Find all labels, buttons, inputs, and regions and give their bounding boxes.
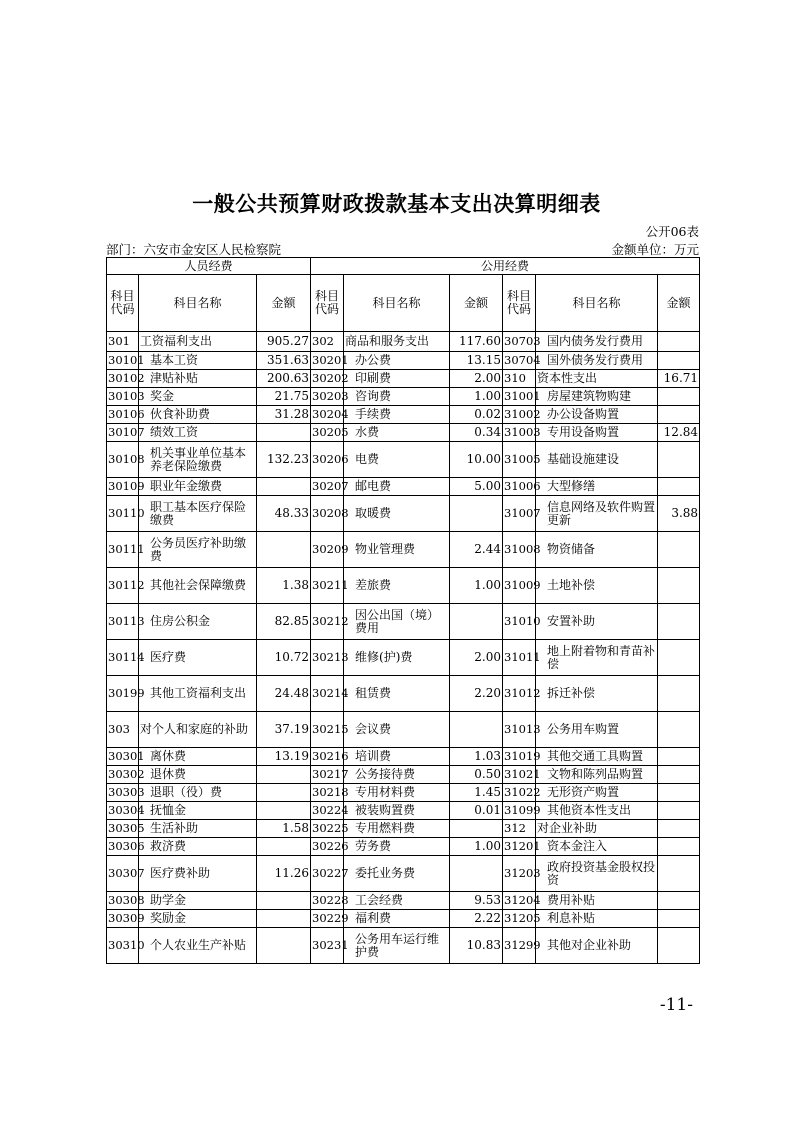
subject-name: 对个人和家庭的补助 <box>139 712 257 748</box>
subject-code: 31001 <box>503 388 536 406</box>
amount <box>450 712 503 748</box>
subject-code: 30202 <box>311 370 344 388</box>
amount: 16.71 <box>658 370 700 388</box>
subject-name: 专用燃料费 <box>344 820 450 838</box>
amount <box>658 406 700 424</box>
amount: 2.00 <box>450 370 503 388</box>
subject-name: 职业年金缴费 <box>139 478 257 496</box>
amount <box>658 766 700 784</box>
subject-name: 住房公积金 <box>139 604 257 640</box>
table-row <box>107 766 700 784</box>
subject-code: 30114 <box>107 640 139 676</box>
subject-code: 31012 <box>503 676 536 712</box>
subject-code: 31011 <box>503 640 536 676</box>
subject-name: 费用补贴 <box>536 892 658 910</box>
code-header: 科目代码 <box>311 275 344 332</box>
subject-code: 30225 <box>311 820 344 838</box>
amount <box>658 748 700 766</box>
table-row <box>107 352 700 370</box>
subject-name: 利息补贴 <box>536 910 658 928</box>
subject-name: 基础设施建设 <box>536 442 658 478</box>
subject-name: 救济费 <box>139 838 257 856</box>
amount <box>658 910 700 928</box>
subject-name: 对企业补助 <box>536 820 658 838</box>
subject-code: 30227 <box>311 856 344 892</box>
table-row <box>107 712 700 748</box>
subject-name: 国外债务发行费用 <box>536 352 658 370</box>
subject-name: 医疗费 <box>139 640 257 676</box>
subject-name: 奖励金 <box>139 910 257 928</box>
table-row <box>107 568 700 604</box>
subject-code: 30216 <box>311 748 344 766</box>
amount <box>450 820 503 838</box>
table-row <box>107 856 700 892</box>
subject-name: 伙食补助费 <box>139 406 257 424</box>
amount: 905.27 <box>257 332 311 352</box>
amount: 0.50 <box>450 766 503 784</box>
amount <box>658 532 700 568</box>
subject-code: 30229 <box>311 910 344 928</box>
subject-code: 30215 <box>311 712 344 748</box>
subject-code: 30304 <box>107 802 139 820</box>
subject-name: 土地补偿 <box>536 568 658 604</box>
subject-code: 30211 <box>311 568 344 604</box>
subject-name: 手续费 <box>344 406 450 424</box>
amount <box>658 838 700 856</box>
subject-name: 房屋建筑物购建 <box>536 388 658 406</box>
amount: 48.33 <box>257 496 311 532</box>
amount <box>658 478 700 496</box>
code-header: 科目代码 <box>107 275 139 332</box>
name-header: 科目名称 <box>344 275 450 332</box>
subject-name: 办公费 <box>344 352 450 370</box>
subject-name: 水费 <box>344 424 450 442</box>
subject-name: 助学金 <box>139 892 257 910</box>
form-number: 公开06表 <box>645 224 699 239</box>
amount: 1.00 <box>450 388 503 406</box>
subject-code: 30226 <box>311 838 344 856</box>
page-number: -11- <box>659 995 693 1015</box>
subject-name: 工资福利支出 <box>139 332 257 352</box>
subject-name: 邮电费 <box>344 478 450 496</box>
subject-name: 公务用车运行维护费 <box>344 928 450 964</box>
subject-code: 31005 <box>503 442 536 478</box>
subject-code: 30301 <box>107 748 139 766</box>
subject-name: 办公设备购置 <box>536 406 658 424</box>
subject-name: 其他对企业补助 <box>536 928 658 964</box>
subject-name: 离休费 <box>139 748 257 766</box>
subject-code: 31099 <box>503 802 536 820</box>
subject-code: 30228 <box>311 892 344 910</box>
amount <box>257 838 311 856</box>
subject-code: 30201 <box>311 352 344 370</box>
amount <box>257 910 311 928</box>
amount: 82.85 <box>257 604 311 640</box>
table-row <box>107 442 700 478</box>
subject-code: 30199 <box>107 676 139 712</box>
amount <box>450 604 503 640</box>
subject-code: 30703 <box>503 332 536 352</box>
amount <box>658 928 700 964</box>
amount <box>658 676 700 712</box>
amount: 13.15 <box>450 352 503 370</box>
subject-code: 30203 <box>311 388 344 406</box>
table-row <box>107 478 700 496</box>
amount: 11.26 <box>257 856 311 892</box>
subject-name: 其他工资福利支出 <box>139 676 257 712</box>
amount <box>658 388 700 406</box>
subject-name: 咨询费 <box>344 388 450 406</box>
amount: 2.22 <box>450 910 503 928</box>
subject-code: 30224 <box>311 802 344 820</box>
subject-name: 安置补助 <box>536 604 658 640</box>
amount: 0.02 <box>450 406 503 424</box>
subject-name: 拆迁补偿 <box>536 676 658 712</box>
subject-name: 地上附着物和青苗补偿 <box>536 640 658 676</box>
subject-name: 大型修缮 <box>536 478 658 496</box>
subject-name: 专用材料费 <box>344 784 450 802</box>
amount: 0.01 <box>450 802 503 820</box>
subject-code: 31006 <box>503 478 536 496</box>
subject-code: 30217 <box>311 766 344 784</box>
subject-name: 取暖费 <box>344 496 450 532</box>
subject-name: 退休费 <box>139 766 257 784</box>
table-row <box>107 802 700 820</box>
subject-name: 奖金 <box>139 388 257 406</box>
amount: 2.20 <box>450 676 503 712</box>
amount: 10.00 <box>450 442 503 478</box>
amount <box>658 640 700 676</box>
subject-name: 资本性支出 <box>536 370 658 388</box>
amount <box>658 604 700 640</box>
amount: 1.03 <box>450 748 503 766</box>
subject-code: 30206 <box>311 442 344 478</box>
subject-code: 310 <box>503 370 536 388</box>
amount: 1.38 <box>257 568 311 604</box>
subject-name: 其他交通工具购置 <box>536 748 658 766</box>
subject-name: 资本金注入 <box>536 838 658 856</box>
table-row <box>107 370 700 388</box>
subject-name: 个人农业生产补贴 <box>139 928 257 964</box>
subject-code: 31201 <box>503 838 536 856</box>
group-header-row <box>107 258 700 275</box>
subject-code: 31007 <box>503 496 536 532</box>
subject-name: 维修(护)费 <box>344 640 450 676</box>
subject-name: 物业管理费 <box>344 532 450 568</box>
amount: 1.58 <box>257 820 311 838</box>
amount: 31.28 <box>257 406 311 424</box>
subject-code: 30305 <box>107 820 139 838</box>
subject-name: 专用设备购置 <box>536 424 658 442</box>
subject-name: 印刷费 <box>344 370 450 388</box>
amount: 200.63 <box>257 370 311 388</box>
amount <box>658 352 700 370</box>
amount: 1.45 <box>450 784 503 802</box>
subject-code: 30306 <box>107 838 139 856</box>
subject-code: 31003 <box>503 424 536 442</box>
table-row <box>107 820 700 838</box>
table-row <box>107 424 700 442</box>
column-header-row <box>107 275 700 332</box>
subject-code: 31010 <box>503 604 536 640</box>
subject-name: 工会经费 <box>344 892 450 910</box>
amount <box>658 568 700 604</box>
subject-name: 公务用车购置 <box>536 712 658 748</box>
amount: 132.23 <box>257 442 311 478</box>
amount <box>658 784 700 802</box>
subject-code: 30112 <box>107 568 139 604</box>
amount <box>658 892 700 910</box>
amount <box>257 892 311 910</box>
subject-code: 30310 <box>107 928 139 964</box>
subject-code: 30209 <box>311 532 344 568</box>
table-row <box>107 332 700 352</box>
table-row <box>107 838 700 856</box>
amount: 10.72 <box>257 640 311 676</box>
table-row <box>107 748 700 766</box>
amount: 3.88 <box>658 496 700 532</box>
subject-code: 30308 <box>107 892 139 910</box>
subject-code: 302 <box>311 332 344 352</box>
table-row <box>107 388 700 406</box>
subject-name: 其他资本性支出 <box>536 802 658 820</box>
subject-code: 31204 <box>503 892 536 910</box>
table-row <box>107 892 700 910</box>
subject-code: 31021 <box>503 766 536 784</box>
subject-name: 生活补助 <box>139 820 257 838</box>
amount: 21.75 <box>257 388 311 406</box>
subject-name: 因公出国（境）费用 <box>344 604 450 640</box>
amount: 5.00 <box>450 478 503 496</box>
personnel-group-header: 人员经费 <box>107 258 311 275</box>
subject-name: 委托业务费 <box>344 856 450 892</box>
table-row <box>107 676 700 712</box>
subject-code: 30102 <box>107 370 139 388</box>
amount <box>658 332 700 352</box>
subject-name: 被装购置费 <box>344 802 450 820</box>
subject-code: 30302 <box>107 766 139 784</box>
subject-name: 物资储备 <box>536 532 658 568</box>
table-row <box>107 496 700 532</box>
subject-code: 30205 <box>311 424 344 442</box>
amount <box>658 856 700 892</box>
subject-code: 303 <box>107 712 139 748</box>
subject-name: 抚恤金 <box>139 802 257 820</box>
subject-code: 30218 <box>311 784 344 802</box>
subject-code: 31203 <box>503 856 536 892</box>
amount <box>257 532 311 568</box>
table-row <box>107 928 700 964</box>
table-row <box>107 910 700 928</box>
subject-name: 公务员医疗补助缴费 <box>139 532 257 568</box>
subject-name: 电费 <box>344 442 450 478</box>
subject-code: 31205 <box>503 910 536 928</box>
subject-code: 30113 <box>107 604 139 640</box>
amount: 12.84 <box>658 424 700 442</box>
subject-name: 退职（役）费 <box>139 784 257 802</box>
subject-code: 30110 <box>107 496 139 532</box>
subject-name: 商品和服务支出 <box>344 332 450 352</box>
subject-code: 31002 <box>503 406 536 424</box>
amount-header: 金额 <box>658 275 700 332</box>
subject-code: 31299 <box>503 928 536 964</box>
subject-name: 医疗费补助 <box>139 856 257 892</box>
amount-header: 金额 <box>450 275 503 332</box>
amount <box>257 928 311 964</box>
subject-code: 30111 <box>107 532 139 568</box>
subject-code: 30101 <box>107 352 139 370</box>
amount: 1.00 <box>450 568 503 604</box>
subject-name: 劳务费 <box>344 838 450 856</box>
table-row <box>107 784 700 802</box>
subject-name: 会议费 <box>344 712 450 748</box>
name-header: 科目名称 <box>139 275 257 332</box>
amount <box>658 712 700 748</box>
table-row <box>107 532 700 568</box>
amount: 2.44 <box>450 532 503 568</box>
subject-code: 301 <box>107 332 139 352</box>
subject-name: 培训费 <box>344 748 450 766</box>
subject-code: 30303 <box>107 784 139 802</box>
subject-code: 30207 <box>311 478 344 496</box>
expenditure-table <box>106 257 700 964</box>
subject-name: 津贴补贴 <box>139 370 257 388</box>
page-title: 一般公共预算财政拨款基本支出决算明细表 <box>192 191 601 216</box>
subject-name: 福利费 <box>344 910 450 928</box>
subject-code: 30208 <box>311 496 344 532</box>
amount: 10.83 <box>450 928 503 964</box>
subject-name: 职工基本医疗保险缴费 <box>139 496 257 532</box>
subject-code: 31008 <box>503 532 536 568</box>
subject-name: 文物和陈列品购置 <box>536 766 658 784</box>
table-row <box>107 640 700 676</box>
amount <box>257 784 311 802</box>
subject-code: 30107 <box>107 424 139 442</box>
subject-code: 30204 <box>311 406 344 424</box>
subject-code: 30103 <box>107 388 139 406</box>
subject-name: 政府投资基金股权投资 <box>536 856 658 892</box>
subject-code: 30213 <box>311 640 344 676</box>
amount: 351.63 <box>257 352 311 370</box>
subject-code: 31019 <box>503 748 536 766</box>
name-header: 科目名称 <box>536 275 658 332</box>
subject-code: 30214 <box>311 676 344 712</box>
subject-code: 30309 <box>107 910 139 928</box>
amount <box>257 478 311 496</box>
amount <box>257 424 311 442</box>
subject-name: 差旅费 <box>344 568 450 604</box>
amount <box>450 856 503 892</box>
subject-name: 无形资产购置 <box>536 784 658 802</box>
amount <box>450 496 503 532</box>
amount <box>257 766 311 784</box>
subject-code: 312 <box>503 820 536 838</box>
public-group-header: 公用经费 <box>311 258 700 275</box>
subject-code: 30108 <box>107 442 139 478</box>
amount <box>658 442 700 478</box>
subject-name: 基本工资 <box>139 352 257 370</box>
subject-code: 30231 <box>311 928 344 964</box>
subject-code: 30212 <box>311 604 344 640</box>
table-row <box>107 406 700 424</box>
amount: 9.53 <box>450 892 503 910</box>
amount: 2.00 <box>450 640 503 676</box>
amount-unit-label: 金额单位：万元 <box>611 242 699 257</box>
department-label: 部门：六安市金安区人民检察院 <box>106 242 282 257</box>
subject-name: 租赁费 <box>344 676 450 712</box>
code-header: 科目代码 <box>503 275 536 332</box>
amount: 37.19 <box>257 712 311 748</box>
subject-code: 31013 <box>503 712 536 748</box>
subject-code: 31009 <box>503 568 536 604</box>
amount: 1.00 <box>450 838 503 856</box>
subject-code: 31022 <box>503 784 536 802</box>
table-row <box>107 604 700 640</box>
subject-name: 绩效工资 <box>139 424 257 442</box>
amount <box>658 802 700 820</box>
amount: 13.19 <box>257 748 311 766</box>
amount: 24.48 <box>257 676 311 712</box>
amount: 0.34 <box>450 424 503 442</box>
amount-header: 金额 <box>257 275 311 332</box>
subject-name: 其他社会保障缴费 <box>139 568 257 604</box>
subject-code: 30704 <box>503 352 536 370</box>
subject-code: 30109 <box>107 478 139 496</box>
subject-code: 30307 <box>107 856 139 892</box>
subject-name: 公务接待费 <box>344 766 450 784</box>
amount <box>658 820 700 838</box>
subject-name: 国内债务发行费用 <box>536 332 658 352</box>
amount: 117.60 <box>450 332 503 352</box>
subject-code: 30106 <box>107 406 139 424</box>
subject-name: 信息网络及软件购置更新 <box>536 496 658 532</box>
subject-name: 机关事业单位基本养老保险缴费 <box>139 442 257 478</box>
amount <box>257 802 311 820</box>
